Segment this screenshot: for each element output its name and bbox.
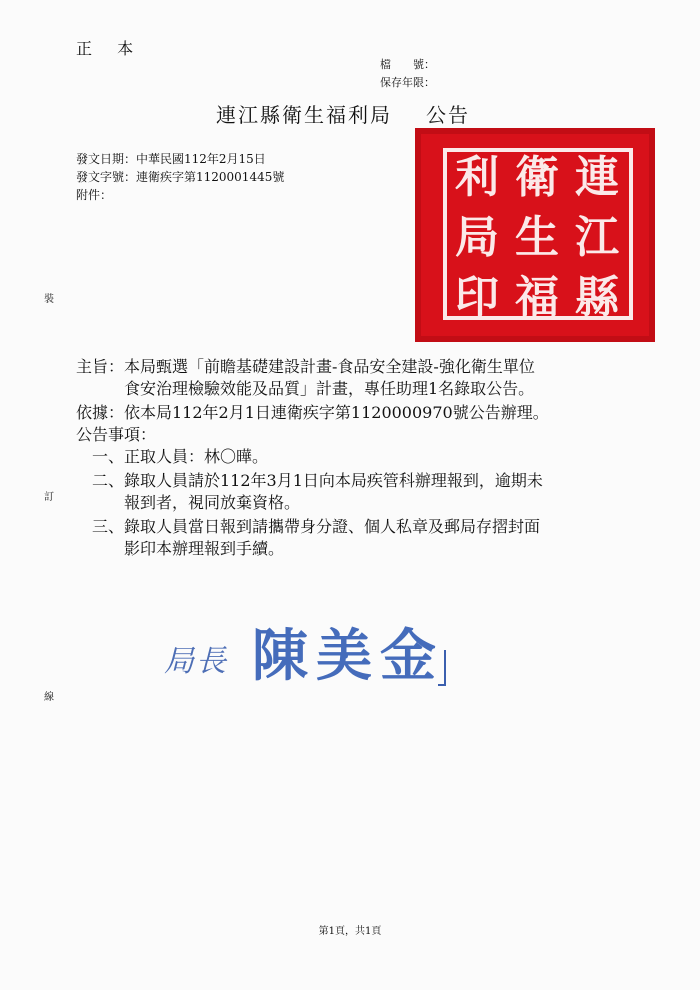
document-type: 公告 <box>426 103 470 127</box>
seal-char: 縣 <box>575 272 619 323</box>
document-number: 發文字號：連衛疾字第1120001445號 <box>76 170 285 184</box>
seal-char: 生 <box>515 212 559 263</box>
agency-title: 連江縣衛生福利局 <box>216 103 392 127</box>
seal-char: 福 <box>515 272 559 323</box>
official-seal <box>415 128 655 342</box>
binding-mark: 訂 <box>44 492 54 503</box>
item-1: 一、正取人員：林〇曄。 <box>92 447 269 466</box>
seal-char: 印 <box>455 272 499 323</box>
issue-date: 發文日期：中華民國112年2月15日 <box>76 152 266 166</box>
binding-mark: 裝 <box>44 294 54 305</box>
items-heading: 公告事項： <box>76 425 157 444</box>
item-3-line-1: 三、錄取人員當日報到請攜帶身分證、個人私章及郵局存摺封面 <box>92 517 541 536</box>
seal-char: 利 <box>455 152 499 203</box>
seal-char: 局 <box>455 212 499 263</box>
subject-line-1: 主旨：本局甄選「前瞻基礎建設計畫-食品安全建設-強化衛生單位 <box>76 357 535 376</box>
copy-mark: 正 本 <box>76 39 144 58</box>
signature-title: 局長 <box>164 644 228 679</box>
basis-line: 依據：依本局112年2月1日連衛疾字第1120000970號公告辦理。 <box>76 403 549 422</box>
page-number: 第1頁，共1頁 <box>318 926 382 937</box>
item-2-line-2: 報到者，視同放棄資格。 <box>124 493 301 512</box>
subject-line-2: 食安治理檢驗效能及品質」計畫，專任助理1名錄取公告。 <box>124 379 535 398</box>
binding-mark: 線 <box>44 692 54 703</box>
attachment-label: 附件： <box>76 188 113 202</box>
seal-char: 連 <box>575 152 619 203</box>
retention-label: 保存年限： <box>380 76 435 89</box>
item-2-line-1: 二、錄取人員請於112年3月1日向本局疾管科辦理報到，逾期未 <box>92 471 543 490</box>
seal-char: 衛 <box>515 152 559 203</box>
signature-name: 陳美金 <box>252 623 444 689</box>
file-number-label: 檔 號： <box>380 58 435 71</box>
signature-bracket <box>438 650 446 686</box>
seal-char: 江 <box>575 212 619 263</box>
item-3-line-2: 影印本辦理報到手續。 <box>124 539 285 558</box>
